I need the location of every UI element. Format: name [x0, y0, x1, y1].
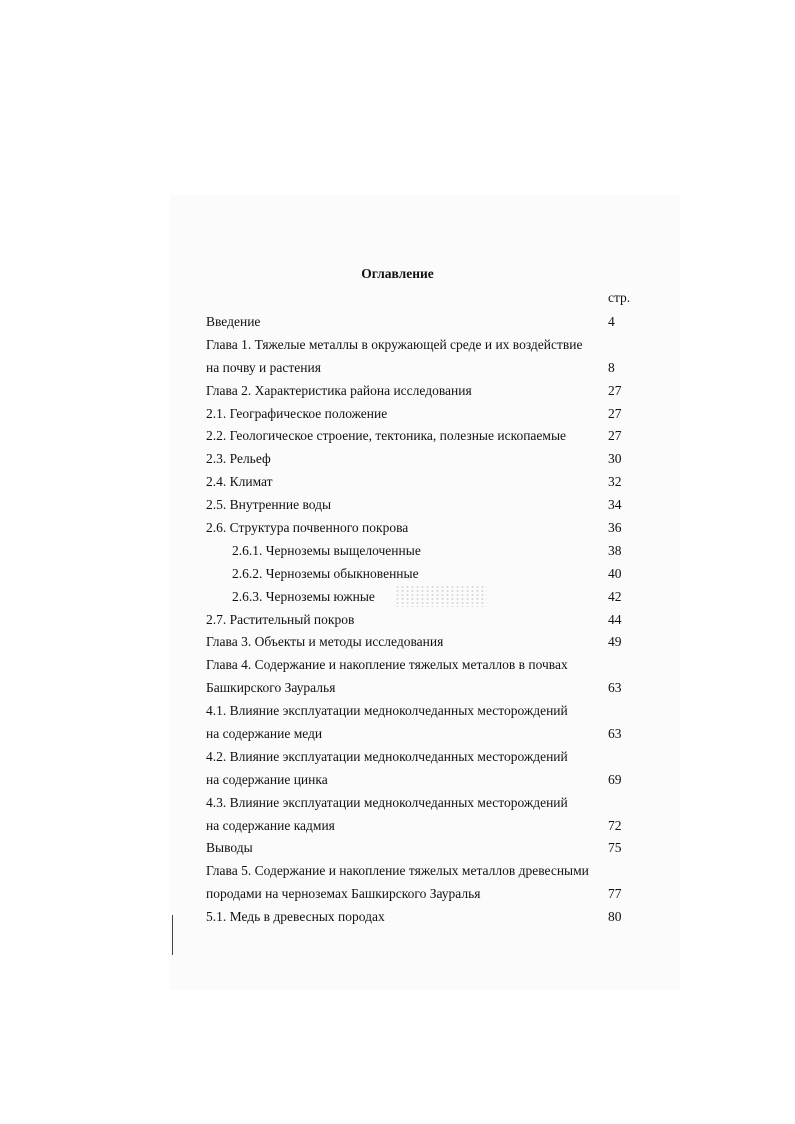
toc-entry-text: Глава 4. Содержание и накопление тяжелых металлов в почвах — [206, 657, 568, 673]
toc-entry-page: 72 — [608, 817, 622, 833]
toc-entry — [206, 769, 636, 792]
toc-entry-text: 4.1. Влияние эксплуатации медноколчеданных месторождений — [206, 703, 568, 719]
toc-entry-text: на содержание меди — [206, 726, 323, 742]
toc-entry — [206, 311, 636, 334]
toc-entry-page: 63 — [608, 726, 622, 742]
toc-entry — [206, 403, 636, 426]
toc-entry-text: на почву и растения — [206, 359, 321, 375]
toc-entry-text: 2.2. Геологическое строение, тектоника, полезные ископаемые — [206, 428, 567, 444]
toc-entry-text: Глава 2. Характеристика района исследования — [206, 382, 472, 398]
toc-entry — [206, 815, 636, 838]
toc-entry — [206, 609, 636, 632]
toc-entry — [206, 677, 636, 700]
toc-entry — [206, 380, 636, 403]
toc-entry-text: 2.6.1. Черноземы выщелоченные — [232, 542, 421, 558]
toc-entry-text: Выводы — [206, 840, 253, 856]
toc-entry-text: 2.4. Климат — [206, 474, 273, 490]
toc-entry — [206, 883, 636, 906]
toc-entry-text: 2.6.2. Черноземы обыкновенные — [232, 565, 419, 581]
toc-entry-page: 30 — [608, 451, 622, 467]
toc-entry — [206, 746, 636, 769]
toc-entry-text: 2.5. Внутренние воды — [206, 497, 332, 513]
toc-entry — [206, 471, 636, 494]
toc-entry-text: Башкирского Зауралья — [206, 680, 336, 696]
toc-entry-page: 69 — [608, 771, 622, 787]
toc-entry-page: 63 — [608, 680, 622, 696]
toc-entry-page: 77 — [608, 886, 622, 902]
toc-entry-text: на содержание кадмия — [206, 817, 335, 833]
toc-entry — [206, 517, 636, 540]
toc-entry-page: 40 — [608, 565, 622, 581]
toc-entry-page: 32 — [608, 474, 622, 490]
toc-entry — [206, 357, 636, 380]
toc-entry-page: 27 — [608, 382, 622, 398]
toc-entry-page: 38 — [608, 542, 622, 558]
scan-margin-line — [172, 915, 173, 955]
toc-entry-page: 49 — [608, 634, 622, 650]
toc-entry — [206, 494, 636, 517]
toc-entry-page: 27 — [608, 428, 622, 444]
toc-subentry — [206, 540, 636, 563]
toc-entry — [206, 906, 636, 929]
toc-entry — [206, 700, 636, 723]
toc-entry — [206, 631, 636, 654]
toc-entry-text: 2.7. Растительный покров — [206, 611, 355, 627]
toc-entry-text: на содержание цинка — [206, 771, 328, 787]
toc-entry-page: 75 — [608, 840, 622, 856]
toc-entry-text: 4.2. Влияние эксплуатации медноколчеданных месторождений — [206, 748, 568, 764]
toc-subentry — [206, 563, 636, 586]
toc-entry — [206, 860, 636, 883]
toc-entry-page: 36 — [608, 520, 622, 536]
toc-entry-page: 34 — [608, 497, 622, 513]
toc-entry-text: 4.3. Влияние эксплуатации медноколчеданных месторождений — [206, 794, 568, 810]
toc-entry-text: Глава 1. Тяжелые металлы в окружающей среде и их воздействие — [206, 336, 583, 352]
toc-entry-text: Введение — [206, 314, 261, 329]
toc-entry-text: Глава 5. Содержание и накопление тяжелых металлов древесными — [206, 863, 589, 879]
toc-entry-page: 44 — [608, 611, 622, 627]
toc-title: Оглавление — [361, 266, 434, 281]
toc-entry — [206, 425, 636, 448]
toc-entry-text: 2.3. Рельеф — [206, 451, 271, 467]
table-of-contents — [206, 311, 636, 929]
toc-entry — [206, 723, 636, 746]
toc-entry-page: 27 — [608, 405, 622, 421]
toc-entry-page: 80 — [608, 909, 622, 925]
toc-entry-text: 2.6.3. Черноземы южные — [232, 588, 375, 604]
toc-entry-text: породами на черноземах Башкирского Зауралья — [206, 886, 481, 902]
toc-entry-page: 42 — [608, 588, 622, 604]
toc-entry-page: 8 — [608, 359, 615, 375]
toc-entry — [206, 334, 636, 357]
scan-smudge — [395, 585, 487, 607]
toc-entry — [206, 654, 636, 677]
toc-entry-text: 5.1. Медь в древесных породах — [206, 909, 385, 925]
toc-entry-text: Глава 3. Объекты и методы исследования — [206, 634, 444, 650]
page-column-label: стр. — [608, 290, 631, 305]
toc-entry-text: 2.6. Структура почвенного покрова — [206, 520, 409, 536]
toc-entry-page: 4 — [608, 314, 615, 329]
toc-entry-text: 2.1. Географическое положение — [206, 405, 388, 421]
toc-entry — [206, 837, 636, 860]
toc-entry — [206, 448, 636, 471]
toc-entry — [206, 792, 636, 815]
